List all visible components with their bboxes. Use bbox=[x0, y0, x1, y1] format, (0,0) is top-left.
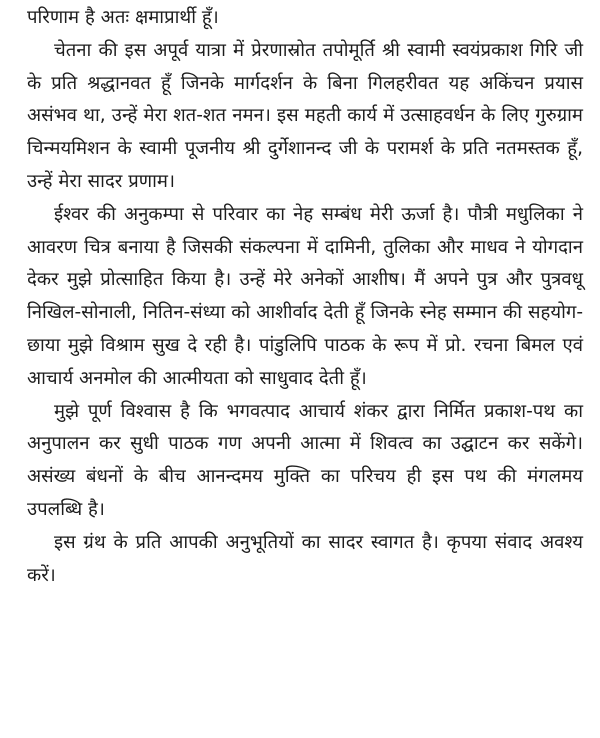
paragraph-invitation: इस ग्रंथ के प्रति आपकी अनुभूतियों का सादर स्वागत है। कृपया संवाद अवश्य करें। bbox=[27, 531, 583, 586]
paragraph-family-thanks: ईश्वर की अनुकम्पा से परिवार का नेह सम्बंध मेरी ऊर्जा है। पौत्री मधुलिका ने आवरण चित्र बनाया है जिसकी संकल्पना में दामिनी, तुलिका और माधव ने योगदान देकर मुझे प्रोत्साहित किया है। उन्हें मेरे अनेकों आशीष। मैं अपने पुत्र और पुत्रवधू निखिल-सोनाली, नितिन-संध्या को आशीर्वाद देती हूँ जिनके स्नेह सम्मान की सहयोग-छाया मुझे विश्राम सुख दे रही है। पांडुलिपि पाठक के रूप में प्रो. रचना बिमल एवं आचार्य अनमोल की आत्मीयता को साधुवाद देती हूँ। bbox=[27, 203, 583, 389]
paragraph-faith: मुझे पूर्ण विश्वास है कि भगवत्पाद आचार्य शंकर द्वारा निर्मित प्रकाश-पथ का अनुपालन कर सुधी पाठक गण अपनी आत्मा में शिवत्व का उद्घाटन कर सकेंगे। असंख्य बंधनों के बीच आनन्दमय मुक्ति का परिचय ही इस पथ की मंगलमय उपलब्धि है। bbox=[27, 400, 583, 520]
paragraph-gratitude-swami: चेतना की इस अपूर्व यात्रा में प्रेरणास्रोत तपोमूर्ति श्री स्वामी स्वयंप्रकाश गिरि जी के प्रति श्रद्धानवत हूँ जिनके मार्गदर्शन के बिना गिलहरीवत यह अकिंचन प्रयास असंभव था, उन्हें मेरा शत-शत नमन। इस महती कार्य में उत्साहवर्धन के लिए गुरुग्राम चिन्मयमिशन के स्वामी पूजनीय श्री दुर्गेशानन्द जी के परामर्श के प्रति नतमस्तक हूँ, उन्हें मेरा सादर प्रणाम। bbox=[27, 39, 583, 192]
paragraph-closing-line: परिणाम है अतः क्षमाप्रार्थी हूँ। bbox=[27, 7, 219, 28]
document-page bbox=[27, 2, 583, 592]
